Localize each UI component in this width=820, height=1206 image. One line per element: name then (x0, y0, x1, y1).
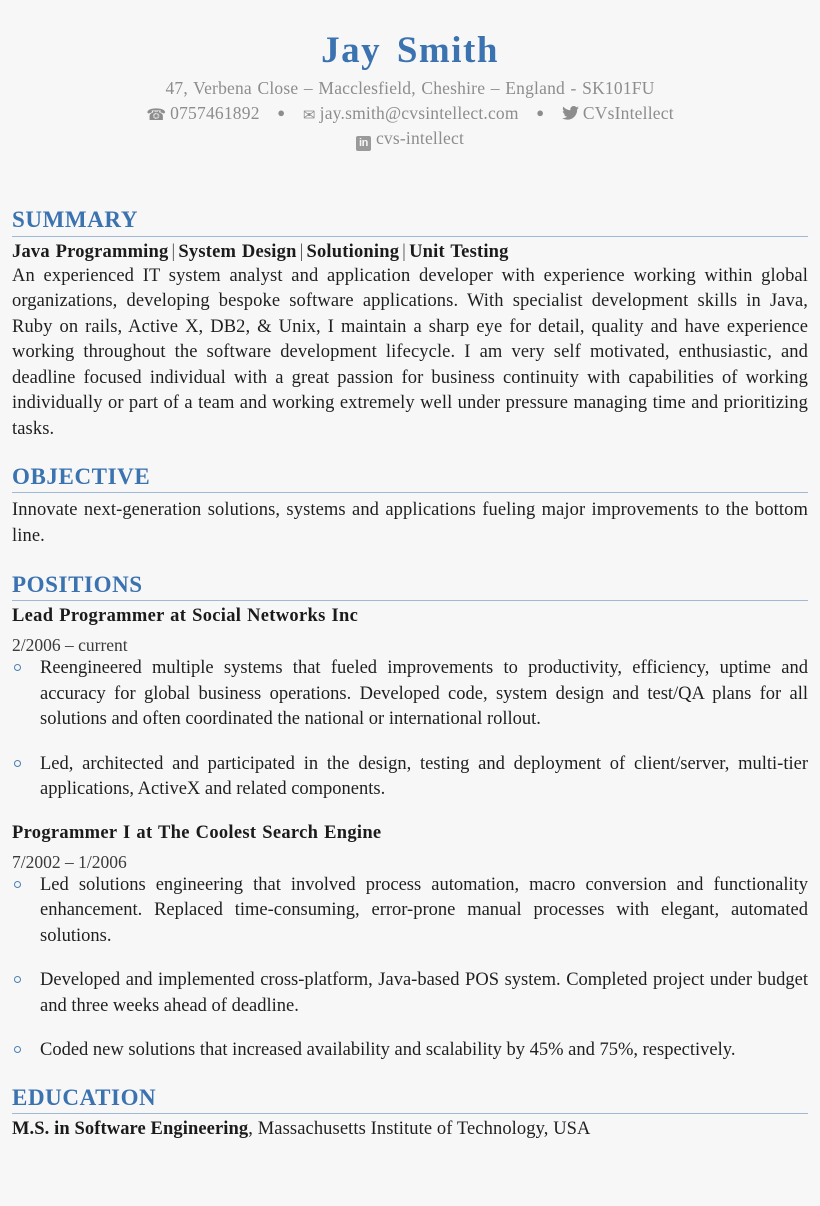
bullet-circle-icon (14, 760, 21, 767)
education-degree: M.S. in Software Engineering (12, 1119, 249, 1139)
job-entry (12, 823, 808, 1064)
linkedin-handle: cvs-intellect (375, 128, 465, 149)
address-line: 47, Verbena Close – Macclesfield, Cheshire – England - SK101FU (165, 78, 655, 99)
skill-separator: | (171, 241, 176, 262)
job-title: Programmer I at The Coolest Search Engine (12, 822, 382, 843)
job-dates: 2/2006 – current (12, 635, 128, 656)
twitter-handle: CVsIntellect (582, 103, 674, 124)
resume-header (12, 0, 808, 151)
skill-item: Unit Testing (409, 241, 509, 262)
section-rule (12, 1113, 808, 1114)
skill-item: Solutioning (306, 241, 400, 262)
twitter-contact[interactable] (562, 103, 674, 123)
list-item (12, 968, 808, 1019)
candidate-name: Jay Smith (321, 30, 499, 71)
linkedin-icon: in (356, 136, 371, 151)
job-dates: 7/2002 – 1/2006 (12, 851, 127, 872)
section-title-summary: SUMMARY (12, 207, 139, 233)
contact-line-secondary (12, 128, 808, 151)
bullet-text: Led solutions engineering that involved process automation, macro conversion and functionality enhancement. Replaced time-consuming, error-prone manual processes with elegant, automated solutions. (40, 874, 808, 946)
list-item (12, 873, 808, 950)
job-entry (12, 606, 808, 803)
twitter-bird-icon (562, 106, 579, 120)
phone-number: 0757461892 (170, 103, 260, 124)
section-title-positions: POSITIONS (12, 572, 143, 598)
skill-item: Java Programming (12, 241, 169, 262)
envelope-icon: ✉ (302, 108, 316, 125)
section-objective (12, 465, 808, 549)
section-summary (12, 208, 808, 442)
email-address: jay.smith@cvsintellect.com (319, 103, 519, 124)
telephone-icon: ☎ (146, 107, 167, 125)
section-title-education: EDUCATION (12, 1084, 157, 1110)
phone-contact[interactable] (146, 103, 264, 123)
bullet-circle-icon (14, 664, 21, 671)
email-contact[interactable] (303, 103, 523, 123)
section-positions (12, 573, 808, 1064)
bullet-text: Led, architected and participated in the design, testing and deployment of client/server, multi-tier applications, ActiveX and related components. (40, 753, 808, 800)
job-title: Lead Programmer at Social Networks Inc (12, 606, 359, 627)
contact-separator: ● (277, 105, 286, 121)
job-bullet-list (12, 656, 808, 803)
contact-line-primary (12, 103, 808, 125)
list-item (12, 656, 808, 733)
skill-separator: | (299, 241, 304, 262)
list-item (12, 1038, 808, 1064)
list-item (12, 752, 808, 803)
section-title-objective: OBJECTIVE (12, 464, 151, 490)
objective-body: Innovate next-generation solutions, systems and applications fueling major improvements to the bottom line. (12, 500, 808, 546)
education-institution: , Massachusetts Institute of Technology, USA (248, 1119, 591, 1139)
bullet-circle-icon (14, 881, 21, 888)
bullet-text: Developed and implemented cross-platform, Java-based POS system. Completed project under budget and three weeks ahead of deadline. (40, 970, 808, 1016)
section-education (12, 1086, 808, 1140)
job-bullet-list (12, 873, 808, 1064)
section-rule (12, 236, 808, 237)
section-rule (12, 492, 808, 493)
linkedin-contact[interactable] (356, 128, 464, 148)
skill-separator: | (402, 241, 407, 262)
bullet-text: Coded new solutions that increased availability and scalability by 45% and 75%, respectively. (40, 1040, 736, 1061)
summary-skills-line (12, 242, 808, 263)
section-rule (12, 600, 808, 601)
summary-body: An experienced IT system analyst and application developer with experience working within global organizations, developing bespoke software applications. With specialist development skills in Java, Ruby on rails, Active X, DB2, & Unix, I maintain a sharp eye for detail, quality and have experience working throughout the software development lifecycle. I am very self motivated, enthusiastic, and deadline focused individual with a great passion for business continuity with capabilities of working individually or part of a team and working extremely well under pressure managing time and prioritizing tasks. (12, 265, 808, 439)
bullet-circle-icon (14, 1046, 21, 1053)
skill-item: System Design (178, 241, 297, 262)
bullet-text: Reengineered multiple systems that fueled improvements to productivity, efficiency, uptime and accuracy for global business operations. Developed code, system design and test/QA plans for all solutions and often coordinated the national or international rollout. (40, 658, 808, 730)
education-entry (12, 1119, 808, 1140)
bullet-circle-icon (14, 976, 21, 983)
contact-separator: ● (536, 105, 545, 121)
